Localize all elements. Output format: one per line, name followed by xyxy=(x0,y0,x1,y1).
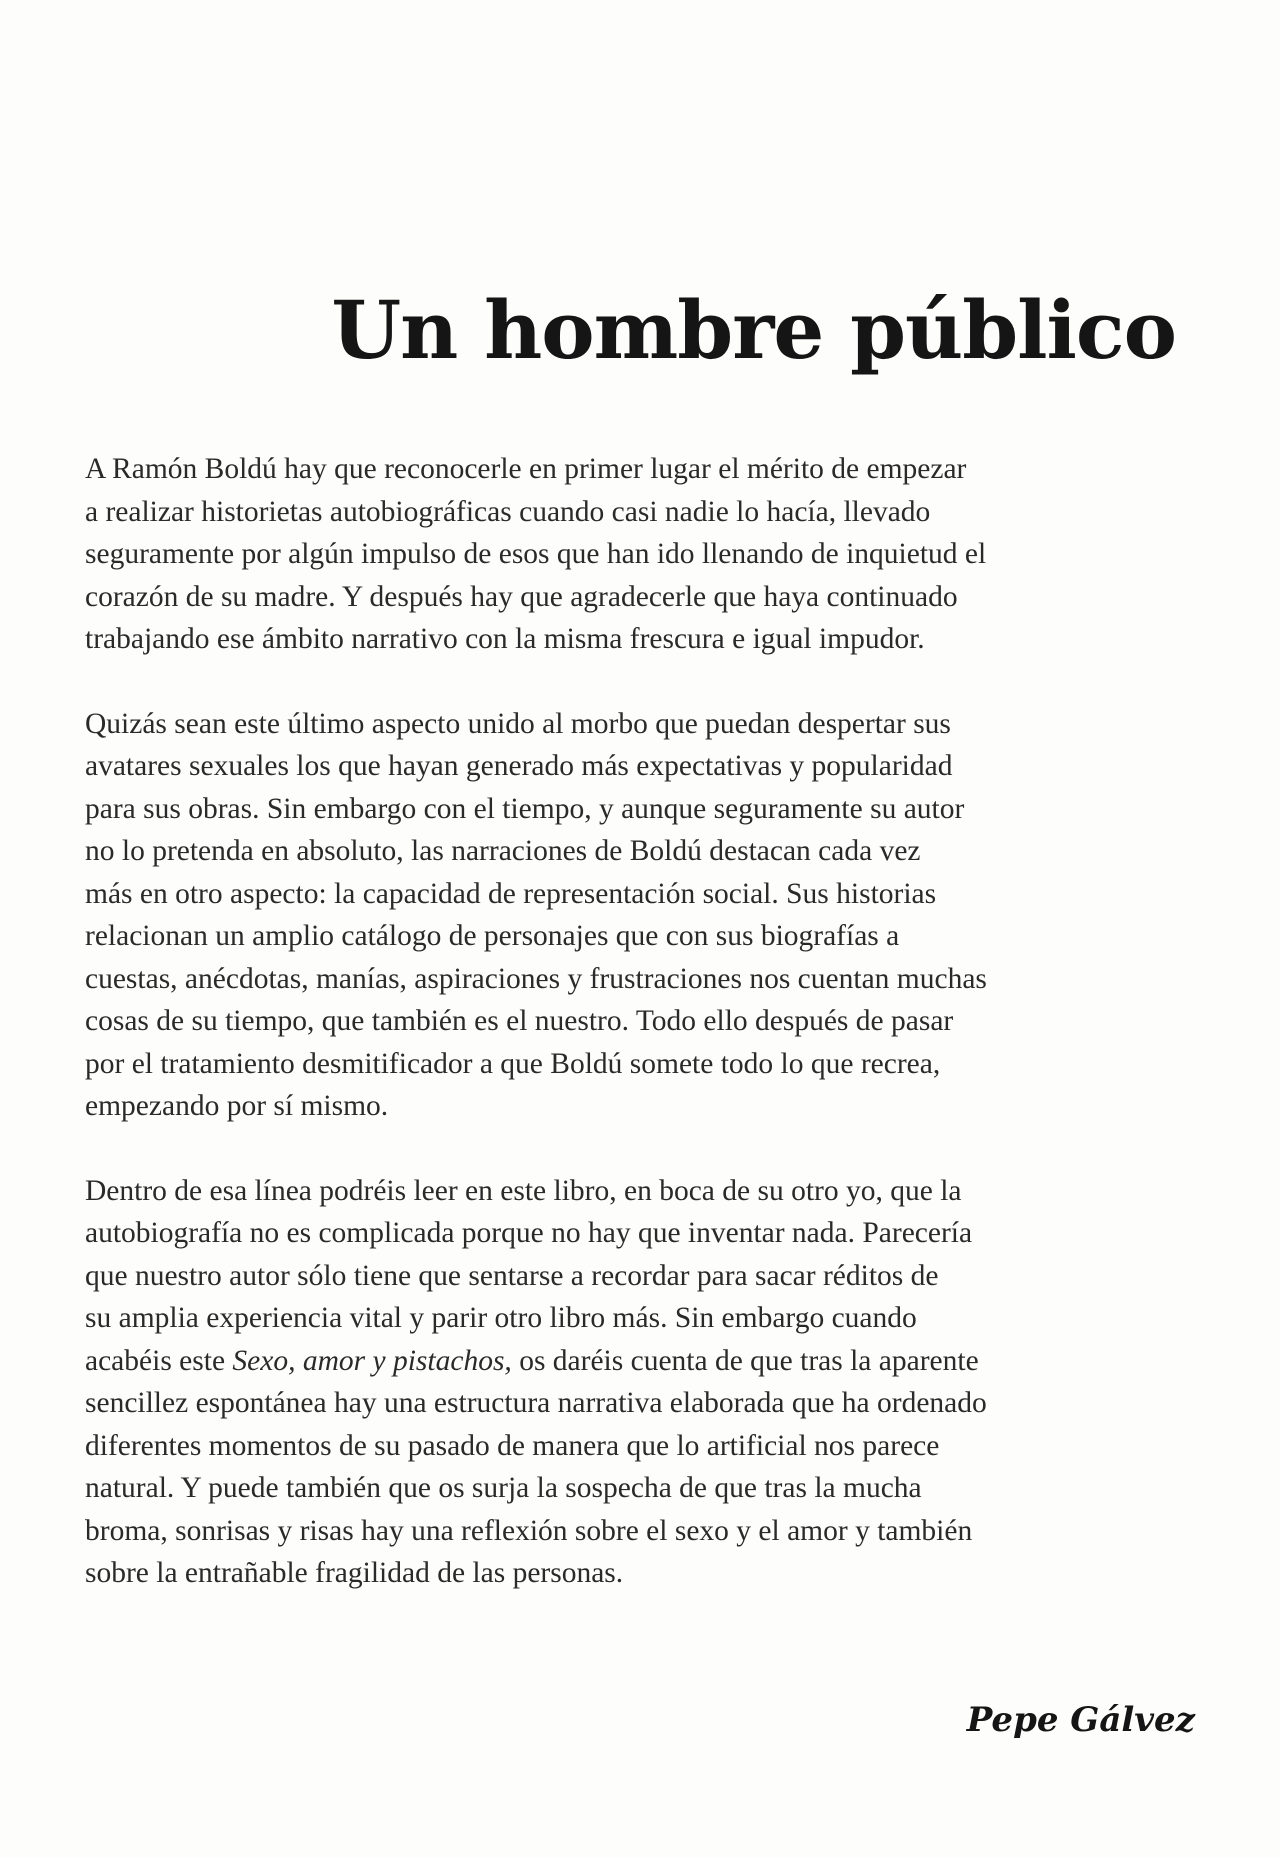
text-line: broma, sonrisas y risas hay una reflexión sobre el sexo y el amor y también xyxy=(85,1514,973,1547)
book-title: Sexo, amor y pistachos, xyxy=(232,1344,512,1377)
text-line: no lo pretenda en absoluto, las narraciones de Boldú destacan cada vez xyxy=(85,835,921,867)
text-line: seguramente por algún impulso de esos que han ido llenando de inquietud el xyxy=(85,538,987,570)
text-line: empezando por sí mismo. xyxy=(85,1090,389,1122)
text-line: corazón de su madre. Y después hay que agradecerle que haya continuado xyxy=(85,580,958,613)
paragraph-3 xyxy=(85,1170,1195,1595)
text-line: a realizar historietas autobiográficas cuando casi nadie lo hacía, llevado xyxy=(85,495,931,528)
author-signature: Pepe Gálvez xyxy=(966,1700,1195,1740)
text-line: natural. Y puede también que os surja la sospecha de que tras la mucha xyxy=(85,1472,922,1504)
text-line: diferentes momentos de su pasado de manera que lo artificial nos parece xyxy=(85,1429,940,1462)
paragraph-gap xyxy=(85,1128,1195,1170)
text-line: su amplia experiencia vital y parir otro libro más. Sin embargo cuando xyxy=(85,1302,917,1334)
text-line: más en otro aspecto: la capacidad de representación social. Sus historias xyxy=(85,877,937,910)
text-line: para sus obras. Sin embargo con el tiempo, y aunque seguramente su autor xyxy=(85,792,965,825)
text-line: A Ramón Boldú hay que reconocerle en primer lugar el mérito de empezar xyxy=(85,453,967,485)
text-line: sobre la entrañable fragilidad de las personas. xyxy=(85,1557,624,1589)
text-line: que nuestro autor sólo tiene que sentarse a recordar para sacar réditos de xyxy=(85,1259,939,1292)
text-line: Quizás sean este último aspecto unido al morbo que puedan despertar sus xyxy=(85,707,951,740)
paragraph-gap xyxy=(85,661,1195,703)
text-line: trabajando ese ámbito narrativo con la misma frescura e igual impudor. xyxy=(85,623,925,655)
text-line: relacionan un amplio catálogo de personajes que con sus biografías a xyxy=(85,920,900,952)
body-text xyxy=(85,448,1195,1595)
text-fragment: acabéis este xyxy=(85,1344,233,1377)
text-fragment: os daréis cuenta de que tras la aparente xyxy=(511,1344,979,1377)
text-line: avatares sexuales los que hayan generado más expectativas y popularidad xyxy=(85,750,953,782)
paragraph-1 xyxy=(85,448,1195,661)
paragraph-2 xyxy=(85,703,1195,1128)
text-line-with-book-title xyxy=(85,1340,1195,1383)
text-line: Dentro de esa línea podréis leer en este libro, en boca de su otro yo, que la xyxy=(85,1174,962,1207)
text-line: por el tratamiento desmitificador a que Boldú somete todo lo que recrea, xyxy=(85,1047,941,1080)
text-line: cuestas, anécdotas, manías, aspiraciones y frustraciones nos cuentan muchas xyxy=(85,962,987,995)
text-line: sencillez espontánea hay una estructura narrativa elaborada que ha ordenado xyxy=(85,1387,987,1419)
text-line: cosas de su tiempo, que también es el nuestro. Todo ello después de pasar xyxy=(85,1005,954,1037)
page-title: Un hombre público xyxy=(331,283,1176,377)
text-line: autobiografía no es complicada porque no hay que inventar nada. Parecería xyxy=(85,1217,973,1249)
